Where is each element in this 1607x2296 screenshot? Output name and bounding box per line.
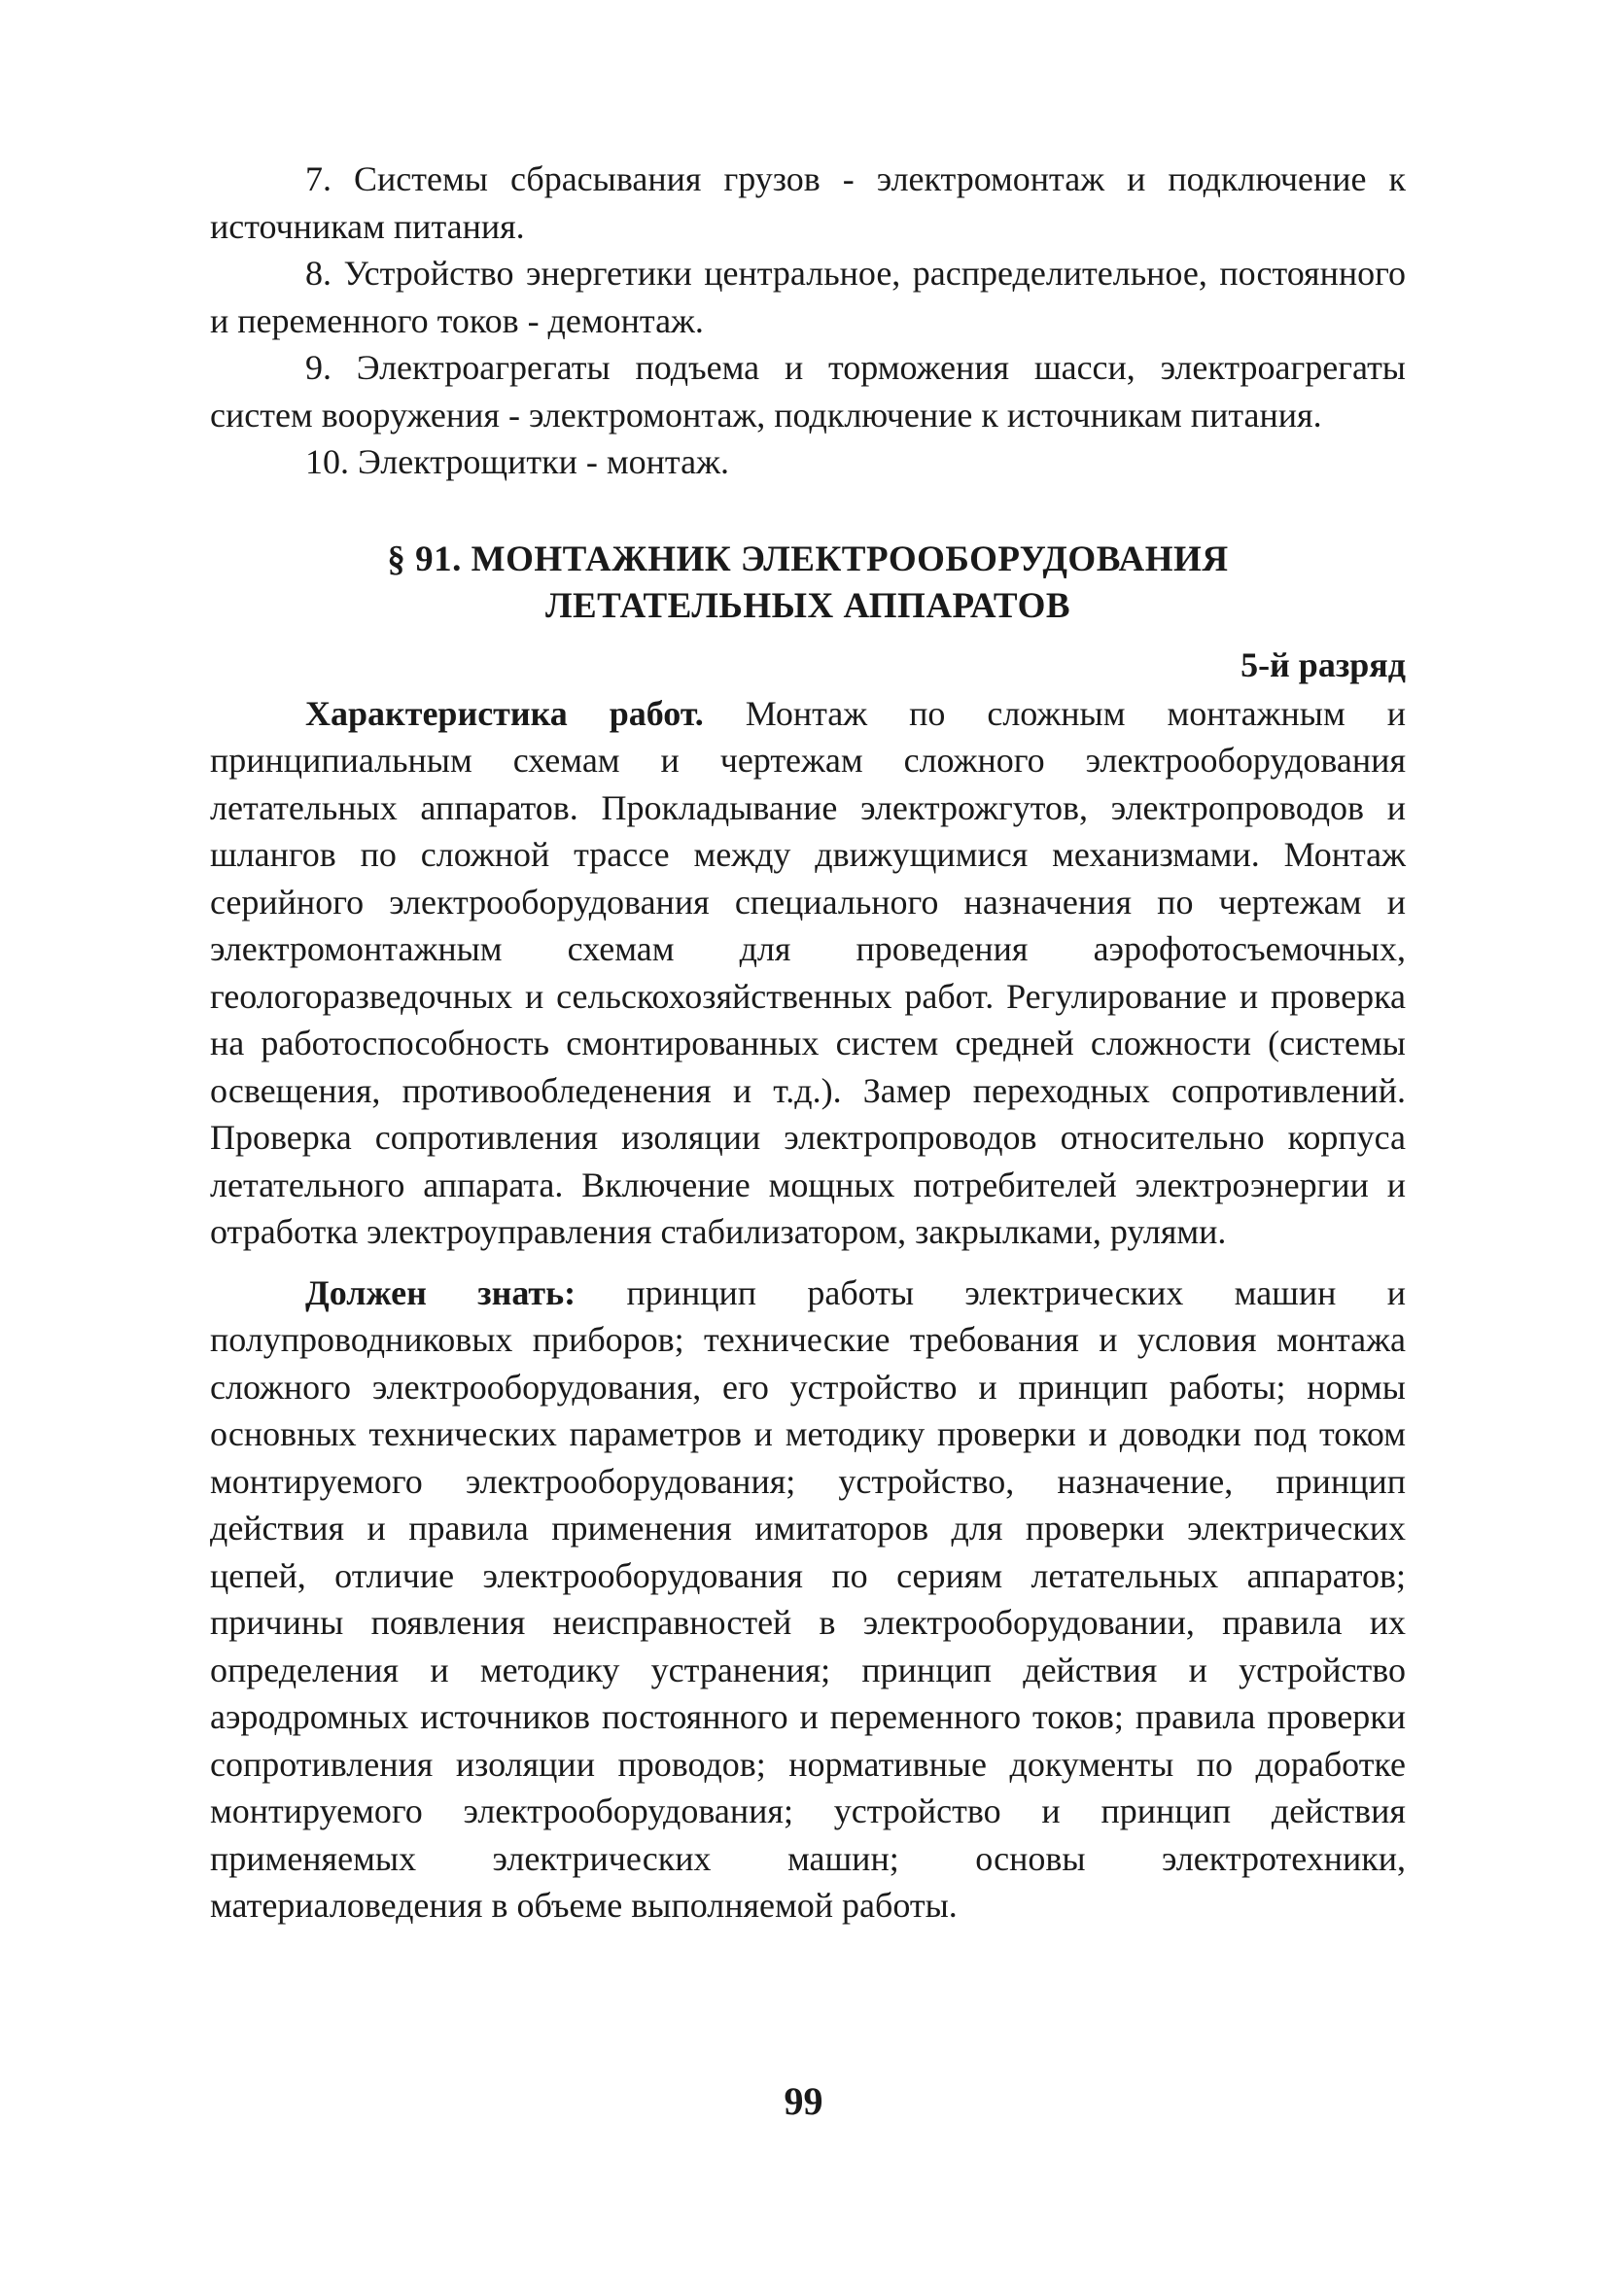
- list-item-8: 8. Устройство энергетики центральное, распределительное, постоянного и переменного токов - демонтаж.: [210, 254, 1406, 340]
- list-item-10: 10. Электрощитки - монтаж.: [305, 442, 729, 481]
- numbered-list: [210, 156, 1406, 486]
- characteristics-paragraph: [210, 690, 1406, 1256]
- page-content: [210, 156, 1406, 1930]
- section-title-line-2: ЛЕТАТЕЛЬНЫХ АППАРАТОВ: [544, 585, 1071, 626]
- characteristics-label: Характеристика работ.: [305, 693, 704, 733]
- knowledge-text: принцип работы электрических машин и полупроводниковых приборов; технические требования и условия монтажа сложного электрооборудования, его устройство и принцип работы; нормы основных технических параметров и методику проверки и доводки под током монтируемого электрооборудования; устройство, назначение, принцип действия и правила применения имитаторов для проверки электрических цепей, отличие электрооборудования по сериям летательных аппаратов; причины появления неисправностей в электрооборудовании, правила их определения и методику устранения; принцип действия и устройство аэродромных источников постоянного и переменного токов; правила проверки сопротивления изоляции проводов; нормативные документы по доработке монтируемого электрооборудования; устройство и принцип действия применяемых электрических машин; основы электротехники, материаловедения в объеме выполняемой работы.: [210, 1272, 1407, 1925]
- list-item-9: 9. Электроагрегаты подъема и торможения шасси, электроагрегаты систем вооружения - электромонтаж, подключение к источникам питания.: [210, 348, 1406, 435]
- paragraph-spacer: [210, 1256, 1406, 1270]
- grade-label: 5-й разряд: [1240, 644, 1406, 684]
- list-item-7: 7. Системы сбрасывания грузов - электромонтаж и подключение к источникам питания.: [210, 159, 1406, 246]
- knowledge-label: Должен знать:: [305, 1272, 576, 1312]
- section-heading: [210, 537, 1406, 630]
- section-title-line-1: § 91. МОНТАЖНИК ЭЛЕКТРООБОРУДОВАНИЯ: [387, 539, 1229, 579]
- page-number: 99: [784, 2079, 823, 2123]
- characteristics-text: Монтаж по сложным монтажным и принципиальным схемам и чертежам сложного электрооборудования летательных аппаратов. Прокладывание электрожгутов, электропроводов и шлангов по сложной трассе между движущимися механизмами. Монтаж серийного электрооборудования специального назначения по чертежам и электромонтажным схемам для проведения аэрофотосъемочных, геологоразведочных и сельскохозяйственных работ. Регулирование и проверка на работоспособность смонтированных систем средней сложности (системы освещения, противообледенения и т.д.). Замер переходных сопротивлений. Проверка сопротивления изоляции электропроводов относительно корпуса летательного аппарата. Включение мощных потребителей электроэнергии и отработка электроуправления стабилизатором, закрылками, рулями.: [210, 693, 1406, 1251]
- knowledge-paragraph: [210, 1270, 1406, 1930]
